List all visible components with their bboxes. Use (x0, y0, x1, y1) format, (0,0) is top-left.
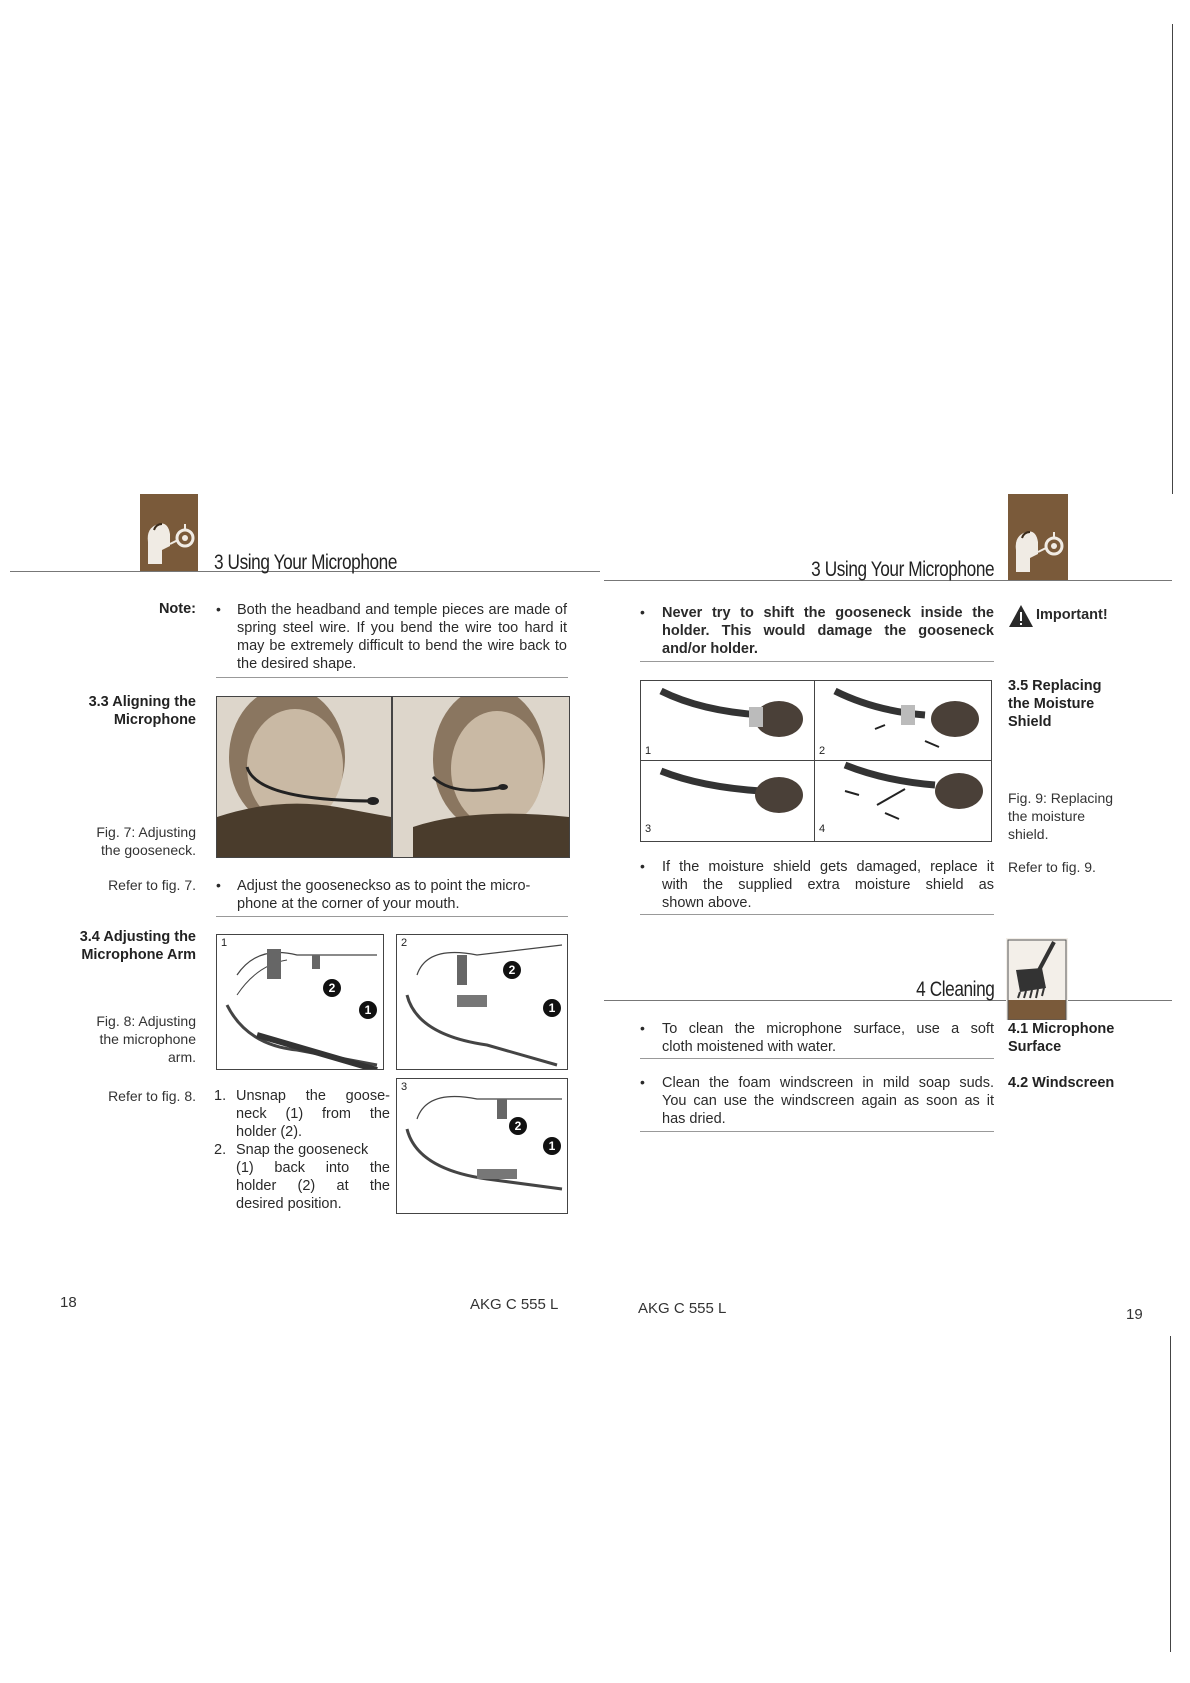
warning-triangle-icon (1008, 604, 1034, 628)
fig9-panel-2 (814, 680, 992, 761)
callout-1-label: 1 (548, 1139, 556, 1153)
cleaning-rule (604, 1000, 1172, 1001)
adjust-line2: phone at the corner of your mouth. (237, 896, 460, 912)
fig7-photo-right (392, 696, 570, 858)
warning-line2: holder. This would damage the gooseneck (662, 623, 994, 639)
step-number: 2. (214, 1142, 227, 1158)
note-text-content: Both the headband and temple pieces are made of spring steel wire. If you bend the wire too hard it may be extremely difficult to bend the wire back to the desired shape. (237, 602, 567, 672)
step-2-line2: (1) back into the (236, 1160, 390, 1176)
section-3-4-line1: 3.4 Adjusting the (79, 929, 196, 945)
moisture-line1: If the moisture shield gets damaged, replace it (662, 859, 994, 875)
step-1 (214, 1087, 390, 1141)
bullet: • (640, 604, 645, 620)
fig8-caption-line2: the microphone (99, 1031, 196, 1047)
section-4-1-line1: 4.1 Microphone (1008, 1021, 1115, 1037)
bullet: • (640, 1020, 645, 1036)
fig8-panel-3 (396, 1078, 568, 1214)
step-list (214, 1087, 390, 1213)
panel-number: 3 (401, 1081, 408, 1093)
adjust-text (237, 877, 577, 913)
fig9-caption-line3: shield. (1008, 826, 1049, 842)
step-number: 1. (214, 1088, 227, 1104)
refer-fig9: Refer to fig. 9. (1008, 859, 1096, 875)
callout-1 (543, 999, 561, 1017)
step-1-line3: holder (2). (236, 1124, 303, 1140)
step-1-line2: neck (1) from the (236, 1106, 390, 1122)
fig9-panel-1 (640, 680, 815, 761)
page-title: 3 Using Your Microphone (214, 551, 397, 574)
clean2-line2: You can use the windscreen again as soon as it (662, 1093, 994, 1109)
panel-number: 2 (819, 745, 826, 757)
moisture-line2: with the supplied extra moisture shield as (662, 877, 994, 893)
section-3-5-line2: the Moisture (1008, 696, 1095, 712)
clean2-line1: Clean the foam windscreen in mild soap suds. (662, 1075, 994, 1091)
clean2-text (662, 1074, 994, 1128)
refer-fig7: Refer to fig. 7. (108, 877, 196, 893)
section-3-5-line3: Shield (1008, 714, 1052, 730)
callout-2 (323, 979, 341, 997)
panel-number: 1 (221, 937, 228, 949)
fig8-caption-line1: Fig. 8: Adjusting (96, 1013, 196, 1029)
fig9-caption-line2: the moisture (1008, 808, 1086, 824)
bullet: • (640, 858, 645, 874)
footer-product: AKG C 555 L (470, 1296, 559, 1313)
panel-number: 1 (645, 745, 652, 757)
section-3-3-line2: Microphone (113, 712, 196, 728)
cleaning-brush-icon (1006, 938, 1068, 1020)
divider (216, 677, 568, 678)
callout-2-label: 2 (328, 981, 336, 995)
footer-product: AKG C 555 L (638, 1300, 727, 1317)
section-4-1-line2: Surface (1008, 1039, 1062, 1055)
page-title: 3 Using Your Microphone (811, 558, 994, 581)
warning-text (662, 604, 994, 658)
fig7-caption (40, 823, 196, 859)
divider (640, 914, 994, 915)
panel-number: 3 (645, 823, 652, 835)
section-3-4-line2: Microphone Arm (81, 947, 196, 963)
divider (640, 1131, 994, 1132)
step-2-line3: holder (2) at the (236, 1178, 390, 1194)
section-3-3-line1: 3.3 Aligning the (88, 694, 196, 710)
step-2-line4: desired position. (236, 1196, 342, 1212)
panel-number: 4 (819, 823, 826, 835)
bullet: • (216, 877, 221, 893)
fig9-caption (1008, 789, 1168, 843)
bullet: • (216, 601, 221, 617)
headset-person-icon (140, 494, 198, 572)
fig9-caption-line1: Fig. 9: Replacing (1008, 790, 1114, 806)
page-number: 18 (60, 1294, 77, 1311)
refer-fig8: Refer to fig. 8. (108, 1088, 196, 1104)
step-2 (214, 1141, 390, 1213)
callout-1-label: 1 (548, 1001, 556, 1015)
section-3-5-line1: 3.5 Replacing (1008, 678, 1102, 694)
fig8-caption-line3: arm. (168, 1049, 196, 1065)
section-3-4-title (40, 928, 196, 964)
fig9-panel-4 (814, 760, 992, 842)
callout-2 (503, 961, 521, 979)
clean1-text (662, 1020, 994, 1056)
warning-line1: Never try to shift the gooseneck inside the (662, 605, 994, 621)
fig7-caption-line2: the gooseneck. (101, 842, 196, 858)
fig8-caption (40, 1012, 196, 1066)
divider (640, 1058, 994, 1059)
page-edge-line (1172, 24, 1173, 494)
callout-1 (543, 1137, 561, 1155)
warning-line3: and/or holder. (662, 641, 758, 657)
section-3-3-title (40, 693, 196, 729)
clean1-line1: To clean the microphone surface, use a soft (662, 1021, 994, 1037)
callout-1 (359, 1001, 377, 1019)
step-1-line1: Unsnap the goose- (236, 1088, 390, 1104)
note-text (237, 601, 567, 673)
fig9-panel-3 (640, 760, 815, 842)
cleaning-title: 4 Cleaning (915, 978, 994, 1001)
clean2-line3: has dried. (662, 1111, 726, 1127)
divider (216, 916, 568, 917)
step-2-line1: Snap the gooseneck (236, 1142, 369, 1158)
bullet: • (640, 1074, 645, 1090)
section-4-2-title: 4.2 Windscreen (1008, 1075, 1115, 1091)
callout-1-label: 1 (364, 1003, 372, 1017)
important-label: Important! (1036, 607, 1108, 623)
page-edge-line (1170, 1336, 1171, 1652)
fig7-caption-line1: Fig. 7: Adjusting (96, 824, 196, 840)
panel-number: 2 (401, 937, 408, 949)
moisture-text (662, 858, 994, 912)
fig7-photo-left (216, 696, 392, 858)
moisture-line3: shown above. (662, 895, 752, 911)
fig8-panel-2 (396, 934, 568, 1070)
callout-2-label: 2 (514, 1119, 522, 1133)
fig8-panel-1 (216, 934, 384, 1070)
note-label: Note: (158, 601, 196, 617)
page-number: 19 (1126, 1306, 1143, 1323)
clean1-line2: cloth moistened with water. (662, 1039, 837, 1055)
callout-2 (509, 1117, 527, 1135)
section-4-1-title (1008, 1020, 1168, 1056)
callout-2-label: 2 (508, 963, 516, 977)
headset-person-icon (1008, 494, 1068, 580)
section-3-5-title (1008, 677, 1168, 731)
adjust-line1: Adjust the gooseneckso as to point the micro- (237, 878, 531, 894)
divider (640, 661, 994, 662)
